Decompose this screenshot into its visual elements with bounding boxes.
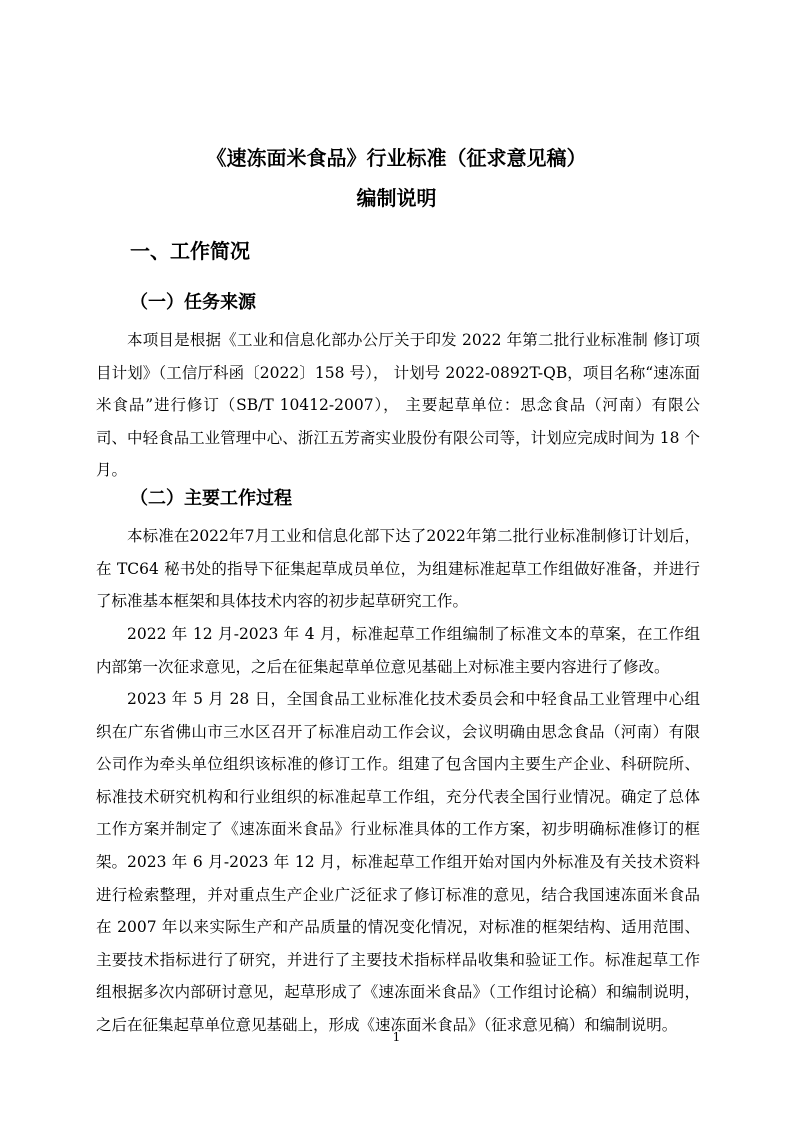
paragraph-work-process-4: 2023 年 6 月-2023 年 12 月，标准起草工作组开始对国内外标准及有关技术资料进行检索整理，并对重点生产企业广泛征求了修订标准的意见，结合我国速冻面米食品在 2007 年以来实际生产和产品质量的情况变化情况，对标准的框架结构、适用范围、主要技术指标进行了研究，并进行了主要技术指标样品收集和验证工作。标准起草工作组根据多次内部研讨意见，起草形成了《速冻面米食品》（工作组讨论稿）和编制说明，之后在征集起草单位意见基础上，形成《速冻面米食品》（征求意见稿）和编制说明。: [96, 853, 700, 1034]
document-title: 《速冻面米食品》行业标准（征求意见稿）: [206, 146, 587, 170]
paragraph-work-process-1: 本标准在2022年7月工业和信息化部下达了2022年第二批行业标准制修订计划后，在 TC64 秘书处的指导下征集起草成员单位，为组建标准起草工作组做好准备，并进行了标准基本框架和具体技术内容的初步起草研究工作。: [96, 527, 700, 610]
paragraph-task-source: 本项目是根据《工业和信息化部办公厅关于印发 2022 年第二批行业标准制 修订项目计划》（工信厅科函〔2022〕158 号）， 计划号 2022-0892T-QB，项目名称“速冻面米食品”进行修订（SB/T 10412-2007）， 主要起草单位：思念食品（河南）有限公司、中轻食品工业管理中心、浙江五芳斋实业股份有限公司等，计划应完成时间为 18 个月。: [96, 331, 700, 479]
subsection-heading-task-source: （一）任务来源: [130, 292, 256, 313]
section-heading-work-overview: 一、工作简况: [130, 239, 250, 263]
page-number: 1: [392, 1030, 401, 1044]
document-subtitle: 编制说明: [356, 186, 437, 210]
subsection-heading-work-process: （二）主要工作过程: [130, 488, 292, 509]
paragraph-work-process-3: 2023 年 5 月 28 日，全国食品工业标准化技术委员会和中轻食品工业管理中心组织在广东省佛山市三水区召开了标准启动工作会议，会议明确由思念食品（河南）有限公司作为牵头单位组织该标准的修订工作。组建了包含国内主要生产企业、科研院所、标准技术研究机构和行业组织的标准起草工作组，充分代表全国行业情况。确定了总体工作方案并制定了《速冻面米食品》行业标准具体的工作方案，初步明确标准修订的框架。: [96, 690, 700, 871]
paragraph-work-process-2: 2022 年 12 月-2023 年 4 月，标准起草工作组编制了标准文本的草案，在工作组内部第一次征求意见，之后在征集起草单位意见基础上对标准主要内容进行了修改。: [96, 625, 700, 676]
